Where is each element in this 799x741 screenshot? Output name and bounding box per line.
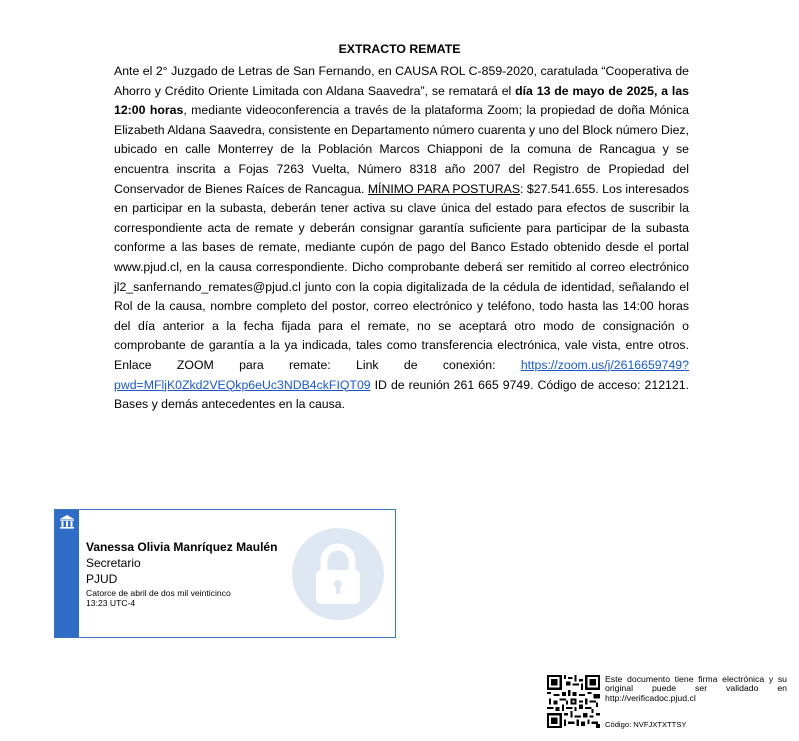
qr-code-icon xyxy=(547,675,600,728)
courthouse-icon xyxy=(59,514,75,530)
body-paragraph-part3: : $27.541.655. Los interesados en participar en la subasta, deberán tener activa su clave única del estado para efectos de suscribir la correspondiente acta de remate y deberán consignar garantía suficiente para participar de la subasta conforme a las bases de remate, mediante cupón de pago del Banco Estado obtenido desde el portal www.pjud.cl, en la causa correspondiente. Dicho comprobante deberá ser remitido al correo electrónico jl2_sanfernando_remates@pjud.cl junto con la copia digitalizada de la cédula de identidad, señalando el Rol de la causa, nombre completo del postor, correo electrónico y teléfono, todo hasta las 14:00 horas del día anterior a la fecha fijada para el remate, no se aceptará otro modo de consignación o comprobante de garantía a la ya indicada, tales como transferencia electrónica, vale vista, entre otros. Enlace ZOOM para remate: Link de conexión: xyxy=(114,181,689,372)
auction-date: día 13 de mayo de 2025, a las 12:00 horas xyxy=(114,83,689,118)
body-paragraph-part4: ID de reunión 261 665 9749. Código de acceso: 212121. Bases y demás antecedentes en la causa. xyxy=(114,377,689,412)
zoom-link[interactable]: https://zoom.us/j/2616659749?pwd=MFljK0Zkd2VEQkp6eUc3NDB4ckFIQT09 xyxy=(114,357,689,392)
lock-icon xyxy=(292,528,384,620)
signature-box xyxy=(54,509,396,638)
verification-code: Código: NVFJXTXTTSY xyxy=(605,720,687,729)
minimum-bid-label: MÍNIMO PARA POSTURAS xyxy=(367,181,521,196)
signer-organization: PJUD xyxy=(86,572,118,586)
signature-side-bar xyxy=(55,510,79,637)
signer-role: Secretario xyxy=(86,556,141,570)
signature-date: Catorce de abril de dos mil veinticinco xyxy=(86,588,231,598)
body-paragraph-part1: Ante el 2° Juzgado de Letras de San Fernando, en CAUSA ROL C-859-2020, caratulada “Cooperativa de Ahorro y Crédito Oriente Limitada con Aldana Saavedra”, se rematará el xyxy=(114,64,689,98)
body-paragraph-part2: , mediante videoconferencia a través de la plataforma Zoom; la propiedad de doña Mónica Elizabeth Aldana Saavedra, consistente en Departamento número cuarenta y uno del Block número Diez, ubicado en calle Monterrey de la Población Marcos Chiapponi de la comuna de Rancagua y se encuentra inscrita a Fojas 7263 Vuelta, Número 8318 año 2007 del Registro de Propiedad del Conservador de Bienes Raíces de Rancagua. xyxy=(114,103,689,196)
signature-datetime xyxy=(86,589,231,608)
document-body xyxy=(114,62,689,415)
verification-text: Este documento tiene firma electrónica y su original puede ser validado en http://verificadoc.pjud.cl xyxy=(605,674,787,703)
signature-time: 13:23 UTC-4 xyxy=(86,597,136,608)
signer-name: Vanessa Olivia Manríquez Maulén xyxy=(86,540,278,554)
document-title: EXTRACTO REMATE xyxy=(338,42,461,56)
